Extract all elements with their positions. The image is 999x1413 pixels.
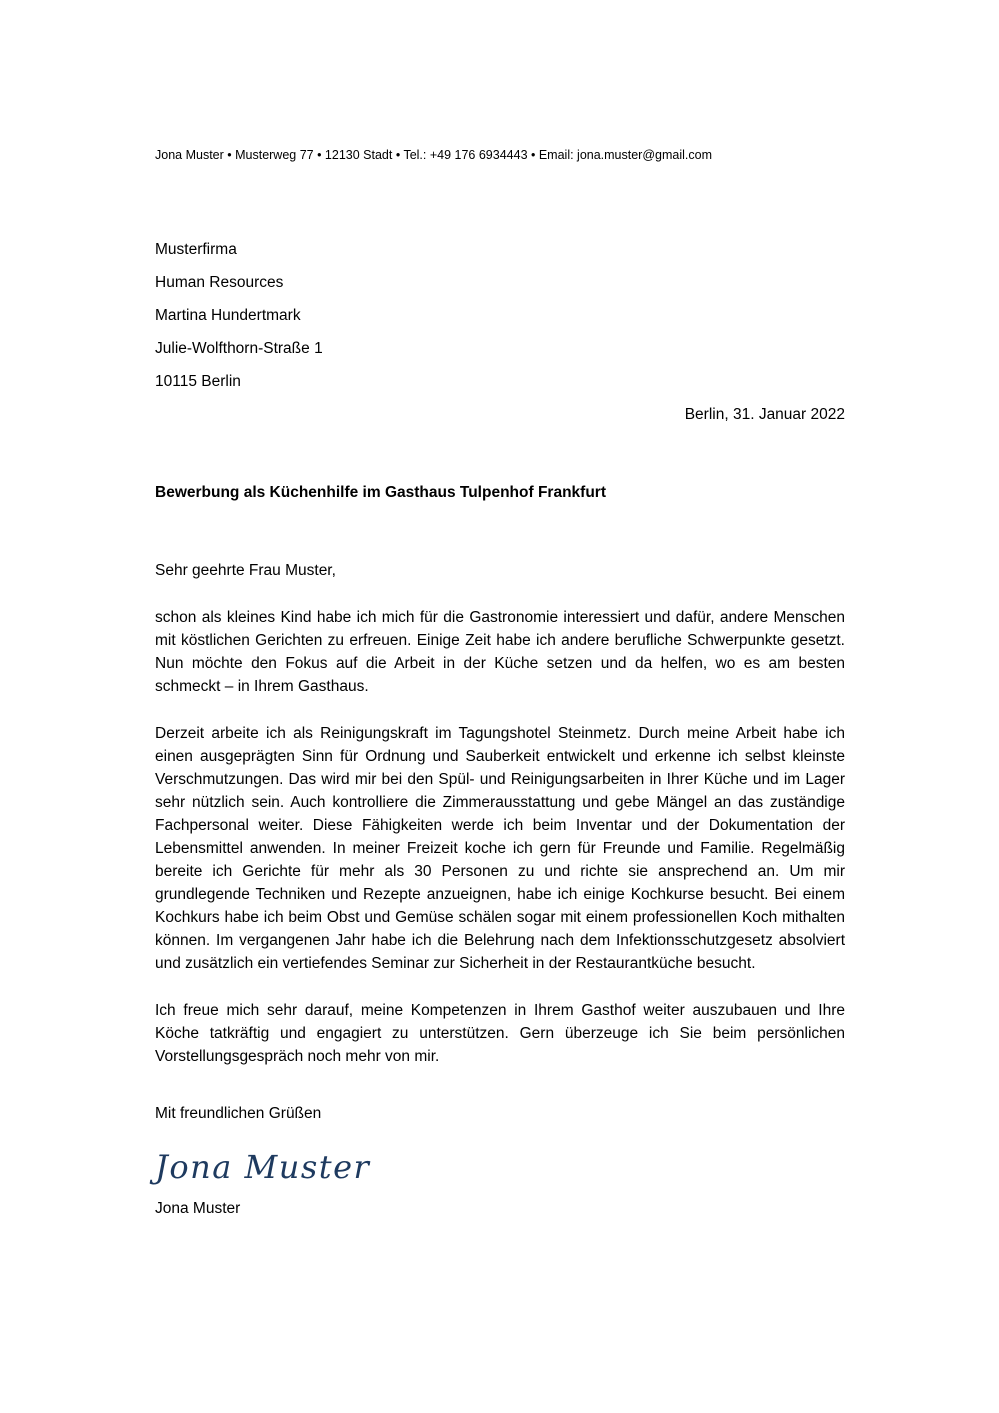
recipient-address-block: [155, 233, 845, 398]
recipient-contact-person: Martina Hundertmark: [155, 307, 301, 324]
recipient-city: 10115 Berlin: [155, 373, 241, 390]
recipient-department: Human Resources: [155, 274, 284, 291]
subject-line: Bewerbung als Küchenhilfe im Gasthaus Tulpenhof Frankfurt: [155, 484, 606, 501]
recipient-company: Musterfirma: [155, 241, 237, 258]
body-paragraph-outlook: Ich freue mich sehr darauf, meine Kompetenzen in Ihrem Gasthof weiter auszubauen und Ihre Köche tatkräftig und engagiert zu unterstützen. Gern überzeuge ich Sie beim persönlichen Vorstellungsgespräch noch mehr von mir.: [155, 1002, 845, 1065]
salutation: Sehr geehrte Frau Muster,: [155, 562, 336, 579]
body-paragraph-intro: schon als kleines Kind habe ich mich für die Gastronomie interessiert und dafür, andere Menschen mit köstlichen Gerichten zu erfreuen. Einige Zeit habe ich andere berufliche Schwerpunkte gesetzt. Nun möchte den Fokus auf die Arbeit in der Küche setzen und da helfen, wo es am besten schmeckt – in Ihrem Gasthaus.: [155, 609, 845, 695]
sender-name: Jona Muster: [155, 1200, 241, 1217]
recipient-street: Julie-Wolfthorn-Straße 1: [155, 340, 323, 357]
closing-phrase: Mit freundlichen Grüßen: [155, 1105, 322, 1122]
body-paragraph-experience: Derzeit arbeite ich als Reinigungskraft im Tagungshotel Steinmetz. Durch meine Arbeit habe ich einen ausgeprägten Sinn für Ordnung und Sauberkeit entwickelt und erkenne ich selbst kleinste Verschmutzungen. Das wird mir bei den Spül- und Reinigungsarbeiten in Ihrer Küche und im Lager sehr nützlich sein. Auch kontrolliere die Zimmerausstattung und gebe Mängel an das zuständige Fachpersonal weiter. Diese Fähigkeiten werde ich beim Inventar und der Dokumentation der Lebensmittel anwenden. In meiner Freizeit koche ich gern für Freunde und Familie. Regelmäßig bereite ich Gerichte für mehr als 30 Personen zu und richte sie ansprechend an. Um mir grundlegende Techniken und Rezepte anzueignen, habe ich einige Kochkurse besucht. Bei einem Kochkurs habe ich beim Obst und Gemüse schälen sogar mit einem professionellen Koch mithalten können. Im vergangenen Jahr habe ich die Belehrung nach dem Infektionsschutzgesetz absolviert und zusätzlich ein vertiefendes Seminar zur Sicherheit in der Restaurantküche besucht.: [155, 725, 845, 972]
handwritten-signature: Jona Muster: [155, 1148, 371, 1186]
date-line: Berlin, 31. Januar 2022: [684, 406, 845, 423]
sender-contact-line: Jona Muster • Musterweg 77 • 12130 Stadt • Tel.: +49 176 6934443 • Email: jona.muster@gmail.com: [155, 148, 712, 162]
